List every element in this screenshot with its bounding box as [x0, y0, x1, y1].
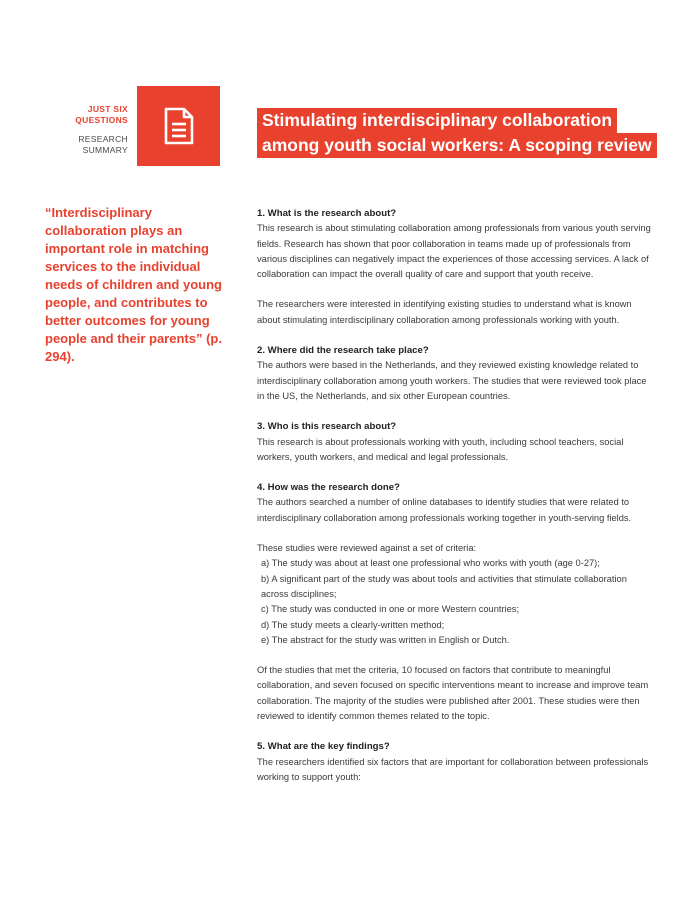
section-5-heading: 5. What are the key findings? — [257, 741, 390, 753]
page-title — [257, 108, 657, 158]
document-icon-box — [137, 86, 220, 166]
section-2-paragraph-1: The authors were based in the Netherlands, and they reviewed existing knowledge related to interdisciplinary collaboration among youth workers. The studies that were reviewed took place in the US, the Netherlands, and six other European countries. — [257, 360, 647, 401]
criteria-list — [257, 556, 652, 648]
section-3-heading: 3. Who is this research about? — [257, 421, 397, 433]
research-summary-label — [60, 134, 128, 156]
section-4-paragraph-3: Of the studies that met the criteria, 10 focused on factors that contribute to meaningful collaboration, and seven focused on specific interventions meant to increase and improve team collaboration. The majority of the studies were published after 2001. These studies were then reviewed to identify common themes related to the topic. — [257, 665, 649, 722]
title-line-1: Stimulating interdisciplinary collaboration — [257, 108, 617, 133]
section-4-paragraph-2: These studies were reviewed against a set of criteria: — [257, 543, 477, 554]
main-content — [257, 206, 652, 785]
section-1-heading: 1. What is the research about? — [257, 208, 397, 219]
just-six-questions-label — [60, 104, 128, 126]
section-3-paragraph-1: This research is about professionals working with youth, including school teachers, social workers, youth workers, and medical and legal professionals. — [257, 436, 624, 462]
section-5-paragraph-1: The researchers identified six factors that are important for collaboration between professionals working to support youth: — [257, 756, 649, 782]
criteria-item: b) A significant part of the study was about tools and activities that stimulate collaboration across disciplines; — [261, 573, 627, 599]
kicker-line-2: QUESTIONS — [75, 115, 128, 125]
brand-label — [60, 104, 128, 156]
sub-line-1: RESEARCH — [78, 134, 128, 144]
section-1-paragraph-2: The researchers were interested in identifying existing studies to understand what is known about stimulating interdisciplinary collaboration among professionals working with youth. — [257, 299, 632, 325]
section-4-paragraph-1: The authors searched a number of online databases to identify studies that were related to interdisciplinary collaboration among professionals working together in youth-serving fields. — [257, 497, 632, 523]
title-line-2: among youth social workers: A scoping review — [257, 133, 657, 158]
section-2-heading: 2. Where did the research take place? — [257, 345, 429, 357]
pull-quote: “Interdisciplinary collaboration plays an important role in matching services to the individual needs of children and young people, and contributes to better outcomes for young people and their parents” (p. 294). — [45, 205, 222, 364]
criteria-item: d) The study meets a clearly-written method; — [261, 619, 445, 630]
criteria-item: c) The study was conducted in one or more Western countries; — [261, 604, 520, 615]
criteria-item: a) The study was about at least one professional who works with youth (age 0-27); — [261, 558, 600, 569]
criteria-item: e) The abstract for the study was written in English or Dutch. — [261, 634, 510, 645]
document-icon — [163, 107, 195, 145]
section-1-paragraph-1: This research is about stimulating collaboration among professionals from various youth serving fields. Research has shown that poor collaboration in teams made up of professionals from various disciplines can negatively impact the experiences of those accessing services. A lack of collaboration can impact the overall quality of care and support that youth receive. — [257, 223, 651, 280]
kicker-line-1: JUST SIX — [87, 104, 128, 114]
section-4-heading: 4. How was the research done? — [257, 482, 400, 494]
sub-line-2: SUMMARY — [82, 145, 128, 155]
